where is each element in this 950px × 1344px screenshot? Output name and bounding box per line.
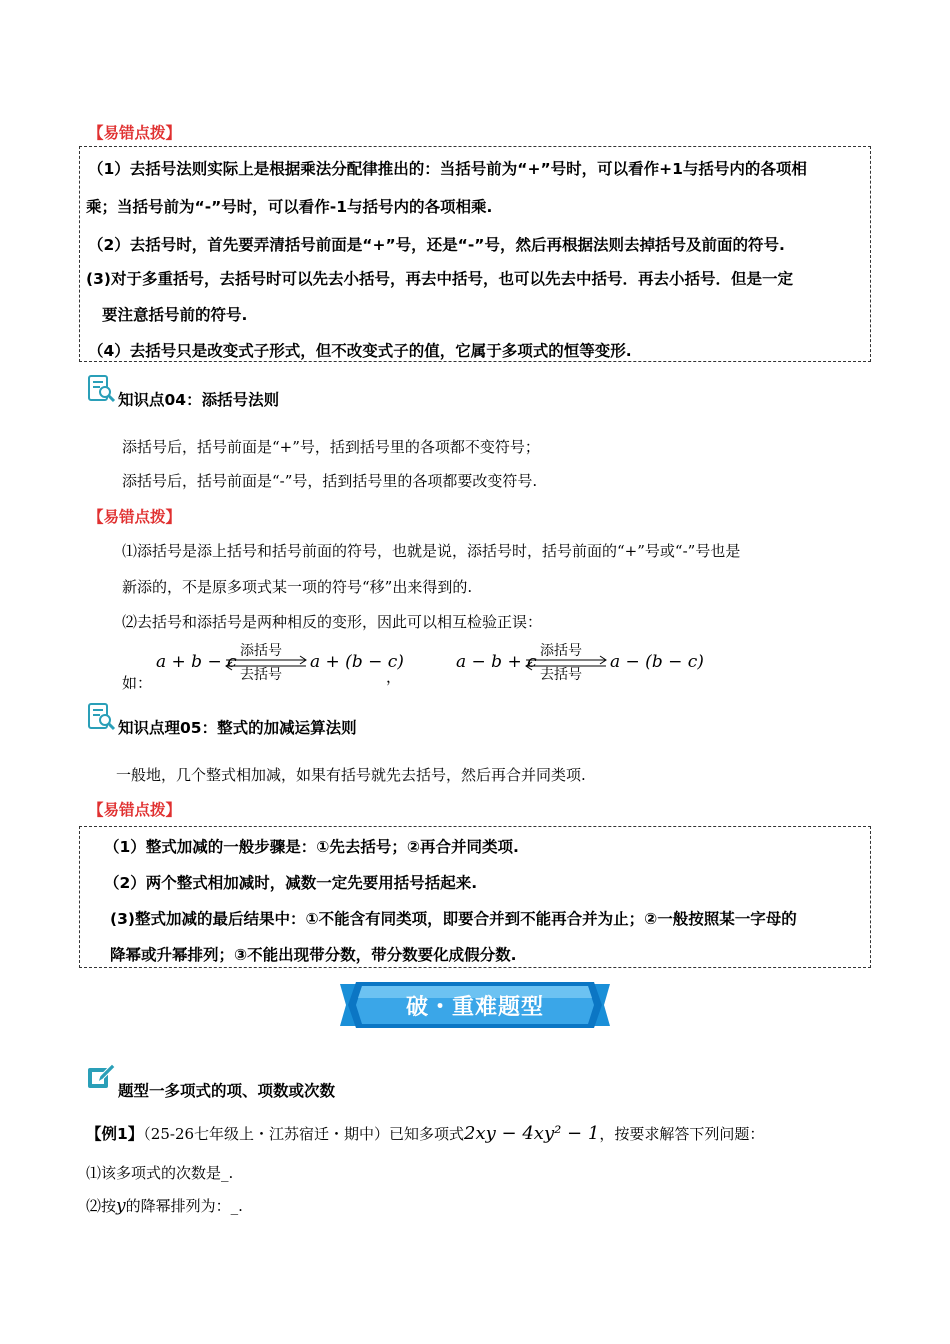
error-tip-box-1 (79, 146, 871, 362)
tip3-line-2: （2）两个整式相加减时，减数一定先要用括号括起来. (104, 874, 478, 892)
tip1-line-1: （1）去括号法则实际上是根据乘法分配律推出的：当括号前为“+”号时，可以看作+1与括号内的各项相 (88, 160, 807, 178)
tip3-line-4: 降幂或升幂排列；③不能出现带分数，带分数要化成假分数. (110, 946, 517, 964)
tip1-line-5: 要注意括号前的符号. (102, 306, 248, 324)
formula-separator: ， (386, 668, 402, 686)
tip2-line-2: 新添的，不是原多项式某一项的符号“移”出来得到的. (122, 578, 473, 596)
error-tip-heading-3: 【易错点拨】 (88, 801, 182, 819)
formula-1-left: a + b − c (156, 652, 237, 672)
tip3-line-1: （1）整式加减的一般步骤是：①先去括号；②再合并同类项. (104, 838, 519, 856)
kp04-line-2: 添括号后，括号前面是“-”号，括到括号里的各项都要改变符号. (122, 472, 538, 490)
double-arrow-icon (222, 652, 310, 674)
formula-2-right: a − (b − c) (610, 652, 704, 672)
tip2-line-3: ⑵去括号和添括号是两种相反的变形，因此可以相互检验正误： (122, 613, 543, 631)
formula-2-arrow-bottom: 去括号 (540, 667, 582, 683)
example1-question-1: ⑴该多项式的次数是_. (86, 1164, 234, 1182)
example1-source: （25-26七年级上・江苏宿迁・期中）已知多项式 (143, 1125, 465, 1143)
formula-1 (156, 640, 404, 686)
double-arrow-icon (522, 652, 610, 674)
example1-label: 【例1】 (86, 1125, 144, 1143)
kp04-title: 知识点04：添括号法则 (118, 391, 280, 409)
kp05-line: 一般地，几个整式相加减，如果有括号就先去括号，然后再合并同类项. (116, 766, 586, 784)
formula-1-arrow-bottom: 去括号 (240, 667, 282, 683)
edit-icon (86, 1062, 116, 1092)
formula-1-right: a + (b − c) (310, 652, 404, 672)
example1-question-2 (86, 1195, 243, 1216)
knowledge-point-icon (86, 374, 116, 404)
tip1-line-3: （2）去括号时，首先要弄清括号前面是“+”号，还是“-”号，然后再根据法则去掉括号及前面的符号. (88, 236, 785, 254)
formula-2-left: a − b + c (456, 652, 537, 672)
q2-prefix: ⑵按 (86, 1197, 117, 1215)
q2-suffix: 的降幂排列为：_. (125, 1197, 243, 1215)
example1-line (86, 1122, 886, 1150)
knowledge-point-icon (86, 702, 116, 732)
tip3-line-3: (3)整式加减的最后结果中：①不能含有同类项，即要合并到不能再合并为止；②一般按照某一字母的 (110, 910, 797, 928)
error-tip-box-3 (79, 826, 871, 968)
example1-polynomial: 2xy − 4xy² − 1 (464, 1123, 600, 1144)
q2-variable: y (116, 1196, 126, 1216)
tip1-line-6: （4）去括号只是改变式子形式，但不改变式子的值，它属于多项式的恒等变形. (88, 342, 632, 360)
tip1-line-4: (3)对于多重括号，去括号时可以先去小括号，再去中括号，也可以先去中括号．再去小括号．但是一定 (86, 270, 793, 288)
section-banner (340, 980, 610, 1030)
example-prefix: 如： (122, 674, 153, 692)
formula-1-arrow-top: 添括号 (240, 643, 282, 659)
banner-title: 破・重难题型 (405, 994, 544, 1020)
formula-2-arrow-top: 添括号 (540, 643, 582, 659)
tip2-line-1: ⑴添括号是添上括号和括号前面的符号，也就是说，添括号时，括号前面的“+”号或“-”号也是 (122, 542, 741, 560)
type1-title: 题型一多项式的项、项数或次数 (118, 1082, 336, 1100)
error-tip-heading-2: 【易错点拨】 (88, 508, 182, 526)
tip1-line-2: 乘；当括号前为“-”号时，可以看作-1与括号内的各项相乘. (86, 198, 493, 216)
kp04-line-1: 添括号后，括号前面是“+”号，括到括号里的各项都不变符号； (122, 438, 540, 456)
example1-suffix: ，按要求解答下列问题： (599, 1125, 765, 1143)
formula-2 (456, 640, 704, 686)
kp05-title: 知识点理05：整式的加减运算法则 (118, 719, 357, 737)
error-tip-heading-1: 【易错点拨】 (88, 124, 182, 142)
